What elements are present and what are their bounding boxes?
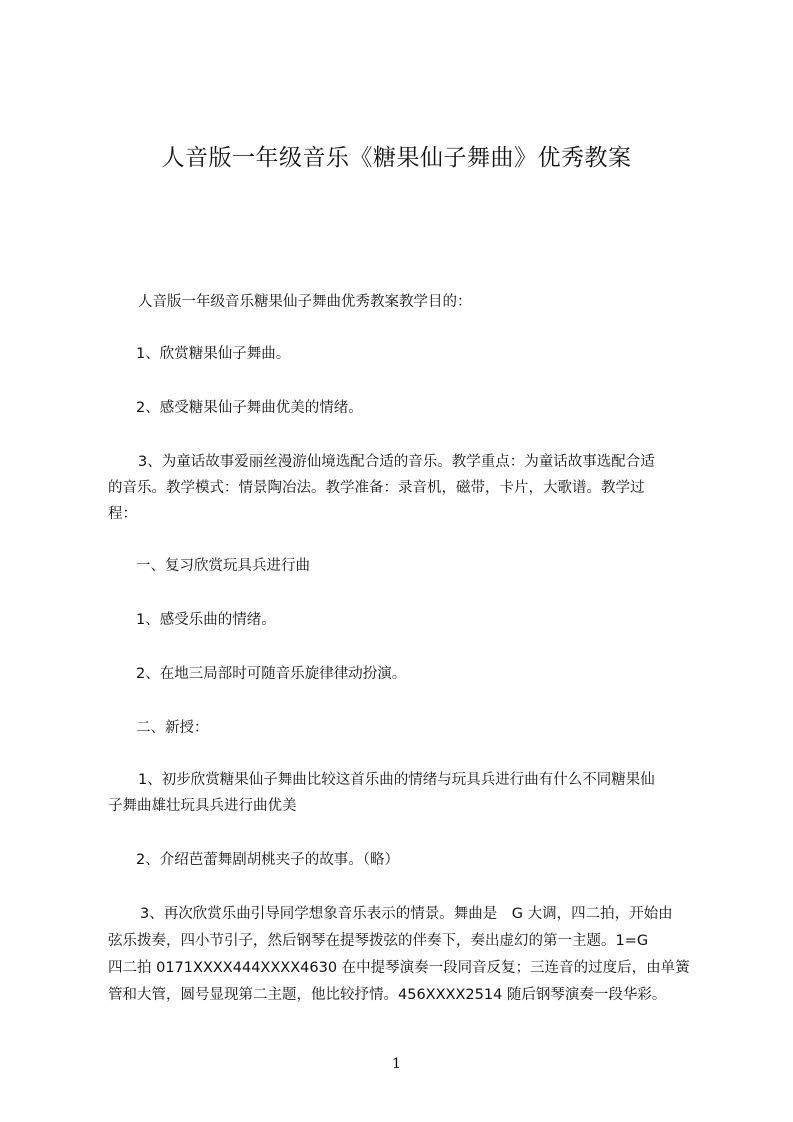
paragraph-item-3	[108, 448, 696, 528]
text-line: 人音版一年级音乐糖果仙子舞曲优秀教案教学目的：	[138, 294, 472, 310]
text-line: 二、新授：	[136, 720, 209, 736]
paragraph-new-1	[108, 766, 696, 820]
text-line: 1、欣赏糖果仙子舞曲。	[136, 346, 291, 362]
paragraph-new-2	[108, 846, 724, 874]
text-line: 2、介绍芭蕾舞剧胡桃夹子的故事。（略）	[136, 852, 399, 868]
text-line: 1、感受乐曲的情绪。	[136, 612, 276, 628]
paragraph-review-2	[108, 660, 724, 688]
paragraph-item-2	[108, 394, 724, 422]
text-line: 管和大管，圆号显现第二主题，他比较抒情。456XXXX2514 随后钢琴演奏一段华彩。	[108, 987, 667, 1003]
page-number: 1	[392, 1056, 401, 1072]
text-line: 1、初步欣赏糖果仙子舞曲比较这首乐曲的情绪与玩具兵进行曲有什么不同糖果仙	[138, 772, 655, 788]
text-line: 的音乐。教学模式：情景陶冶法。教学准备：录音机，磁带，卡片，大歌谱。教学过	[108, 480, 645, 496]
text-line: 弦乐拨奏，四小节引子，然后钢琴在提琴拨弦的伴奏下，奏出虚幻的第一主题。1=G	[108, 933, 649, 949]
paragraph-review-1	[108, 606, 724, 634]
text-line: 2、感受糖果仙子舞曲优美的情绪。	[136, 400, 363, 416]
paragraph-item-1	[108, 340, 724, 368]
section-heading-review	[108, 552, 724, 580]
text-line: 一、复习欣赏玩具兵进行曲	[136, 558, 310, 574]
text-line: 3、再次欣赏乐曲引导同学想象音乐表示的情景。舞曲是 G 大调，四二拍，开始由	[140, 906, 673, 922]
text-line: 3、为童话故事爱丽丝漫游仙境选配合适的音乐。教学重点：为童话故事选配合适	[138, 454, 655, 470]
text-line: 子舞曲雄壮玩具兵进行曲优美	[108, 798, 297, 814]
section-heading-new	[108, 714, 724, 742]
text-line: 2、在地三局部时可随音乐旋律律动扮演。	[136, 666, 407, 682]
text-line: 程：	[108, 506, 137, 522]
paragraph-objective	[108, 288, 726, 316]
paragraph-new-3	[108, 900, 696, 1009]
document-title: 人音版一年级音乐《糖果仙子舞曲》优秀教案	[161, 145, 632, 171]
text-line: 四二拍 0171XXXX444XXXX4630 在中提琴演奏一段同音反复；三连音的过度后，由单簧	[108, 960, 690, 976]
